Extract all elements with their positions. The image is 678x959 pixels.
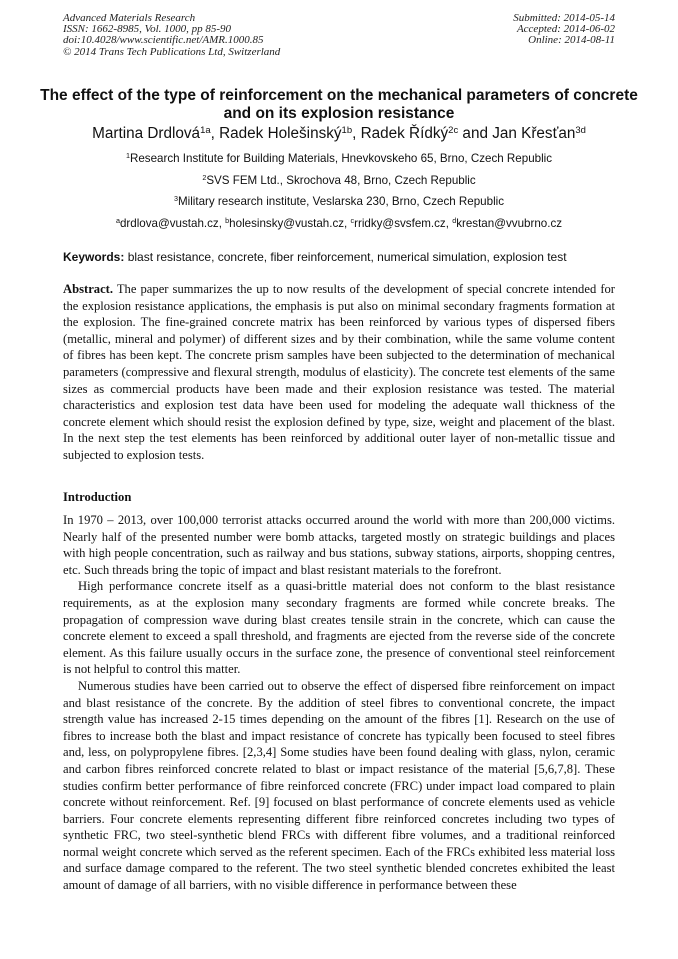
copyright-line: © 2014 Trans Tech Publications Ltd, Switzerland <box>63 45 281 58</box>
abstract-text: The paper summarizes the up to now results of the development of special concrete intended for the explosion resistance applications, the emphasis is put also on minimal secondary fragments formation at the explosion. The fine-grained concrete matrix has been reinforced by various types of dispersed fibers (metallic, mineral and polymer) of different sizes and by their combination, while the same volume content of fibres has been kept. The concrete prism samples have been subjected to the determination of mechanical parameters (compressive and flexural strength, modulus of elasticity). The concrete test elements of the same sizes as commercial products have been made and their explosion resistance was tested. The material characteristics and explosion test data have been used for modeling the adequate wall thickness of the concrete element which should resist the explosion defined by type, size, weight and placement of the blast. In the next step the test elements has been reinforced by additional outer layer of non-metallic tissue and subjected to explosion tests. <box>63 282 615 462</box>
author-name: Radek Holešinský <box>219 125 342 142</box>
abstract-label: Abstract. <box>63 282 114 296</box>
email-address: holesinsky@vustah.cz, <box>229 217 351 230</box>
keywords <box>63 250 623 264</box>
abstract <box>63 281 615 464</box>
submitted-date: Submitted: 2014-05-14 <box>513 12 615 24</box>
journal-name: Advanced Materials Research <box>63 12 196 24</box>
issn-line: ISSN: 1662-8985, Vol. 1000, pp 85-90 <box>63 23 232 36</box>
affiliation-text: SVS FEM Ltd., Skrochova 48, Brno, Czech Republic <box>206 174 476 187</box>
email-sup: c <box>350 216 355 226</box>
author-separator: , <box>210 125 220 142</box>
keywords-text: blast resistance, concrete, fiber reinforcement, numerical simulation, explosion test <box>124 250 567 264</box>
affiliation-2 <box>40 174 638 188</box>
paragraph: Numerous studies have been carried out to observe the effect of dispersed fibre reinforcement on impact and blast resistance of the concrete. By the addition of steel fibres to conventional concrete, the impact strength value has increased 2-15 times depending on the amount of the fibres [1]. Research on the use of fibres to increase both the blast and impact resistance of concrete has typically been focused to steel fibres and, less, on polypropylene fibres. [2,3,4] Some studies have been found dealing with glass, nylon, ceramic and carbon fibres reinforced concrete related to blast or impact resistance of the material [5,6,7,8]. These studies confirm better performance of fibre reinforced concrete (FRC) under impact load compared to plain concrete without reinforcement. Ref. [9] focused on blast performance of concrete elements used as vehicle barriers. Four concrete elements representing different fibre reinforced concretes including two types of synthetic FRC, two steel-synthetic blend FRCs with different fibre volumes, and a traditional reinforced normal weight concrete which served as the referent specimen. Each of the FRCs exhibited less material loss and surface damage compared to the referent. The two steel synthetic blended concretes exhibited the least amount of damage of all barriers, with no visible difference in performance between these <box>63 678 615 893</box>
journal-info <box>63 13 280 58</box>
affiliation-text: Military research institute, Veslarska 230, Brno, Czech Republic <box>177 195 505 208</box>
affiliation-1 <box>40 152 638 166</box>
affiliation-sup: 2 <box>202 173 207 183</box>
email-address: rridky@svsfem.cz, <box>354 217 453 230</box>
doi-line: doi:10.4028/www.scientific.net/AMR.1000.85 <box>63 34 264 47</box>
email-address: drdlova@vustah.cz, <box>119 217 226 230</box>
author-name: Radek Řídký <box>360 125 449 142</box>
accepted-date: Accepted: 2014-06-02 <box>516 23 615 36</box>
affiliation-3 <box>40 195 638 209</box>
author-sup: 2c <box>448 124 459 136</box>
introduction-heading: Introduction <box>63 490 132 504</box>
affiliation-sup: 3 <box>173 194 178 204</box>
author-list <box>40 124 638 144</box>
email-sup: a <box>115 216 120 226</box>
keywords-label: Keywords: <box>63 250 125 264</box>
author-sup: 1a <box>200 124 211 136</box>
author-sup: 1b <box>341 124 353 136</box>
author-name: Martina Drdlová <box>92 125 201 142</box>
email-sup: d <box>452 216 457 226</box>
affiliation-text: Research Institute for Building Materials, Hnevkovskeho 65, Brno, Czech Republic <box>129 152 553 165</box>
affiliation-sup: 1 <box>125 151 130 161</box>
author-sup: 3d <box>575 124 586 136</box>
author-separator: , <box>352 125 361 142</box>
email-sup: b <box>225 216 230 226</box>
paragraph: High performance concrete itself as a quasi-brittle material does not conform to the blast resistance requirements, as at the explosion many secondary fragments are formed while concrete breaks. The propagation of compression wave during blast creates tensile strain in the concrete, which can cause the concrete element to exceed a spall threshold, and fragments are ejected from the reverse side of the concrete element. As this failure usually occurs in the surface zone, the presence of conventional steel reinforcement is not helpful to control this matter. <box>63 579 615 677</box>
paragraph: In 1970 – 2013, over 100,000 terrorist attacks occurred around the world with more than 200,000 victims. Nearly half of the presented number were bomb attacks, targeted mostly on strategic buildings and places with high people concentration, such as railway and bus stations, subway stations, airports, shopping centres, etc. Such threads bring the topic of impact and blast resistant materials to the forefront. <box>63 513 615 577</box>
online-date: Online: 2014-08-11 <box>528 34 615 47</box>
email-address: krestan@vvubrno.cz <box>456 217 563 230</box>
author-separator: and <box>458 125 493 142</box>
email-list <box>40 217 638 231</box>
publication-dates <box>513 13 615 47</box>
author-name: Jan Křesťan <box>492 125 576 142</box>
paper-title: The effect of the type of reinforcement on the mechanical parameters of concrete and on its explosion resistance <box>40 87 638 122</box>
introduction-body <box>63 512 615 894</box>
